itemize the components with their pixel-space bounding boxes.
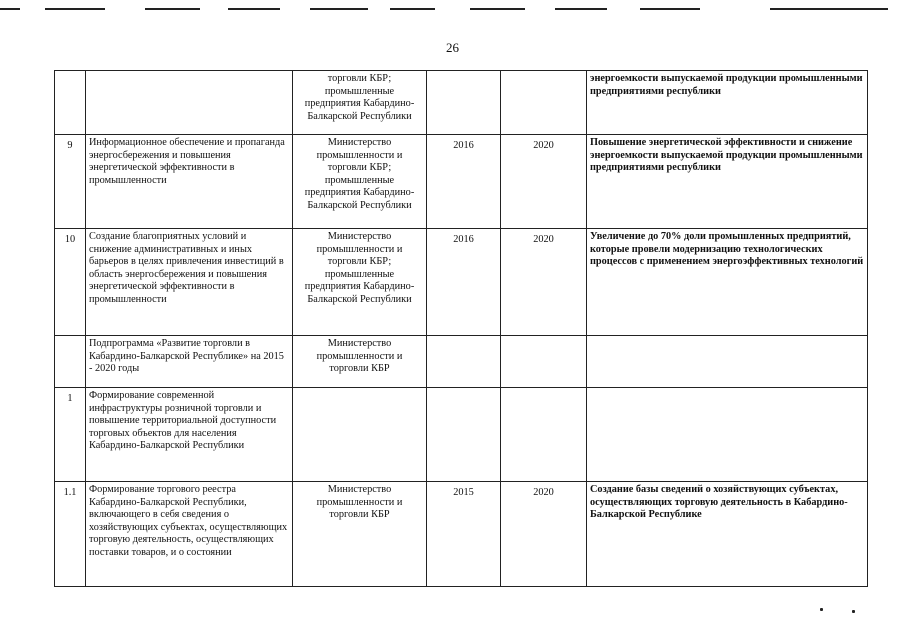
cell-activity: Создание благоприятных условий и снижение административных и иных барьеров в целях привлечения инвестиций в область энергосбережения и повышения энергетической эффективности в промышленности: [86, 229, 293, 336]
scan-line: [390, 8, 435, 10]
cell-result: энергоемкости выпускаемой продукции промышленными предприятиями республики: [587, 71, 868, 135]
scan-line: [555, 8, 607, 10]
cell-number: [55, 336, 86, 388]
table-row: [55, 135, 868, 229]
scan-line: [45, 8, 105, 10]
cell-start-year: 2016: [427, 229, 501, 336]
scan-line: [770, 8, 888, 10]
cell-number: [55, 71, 86, 135]
cell-start-year: 2016: [427, 135, 501, 229]
cell-start-year: [427, 388, 501, 482]
cell-executor: [293, 388, 427, 482]
cell-activity: [86, 71, 293, 135]
cell-result: Повышение энергетической эффективности и снижение энергоемкости выпускаемой продукции промышленными предприятиями республики: [587, 135, 868, 229]
table-row: [55, 482, 868, 587]
cell-end-year: [501, 336, 587, 388]
scan-line: [228, 8, 280, 10]
cell-activity: Информационное обеспечение и пропаганда энергосбережения и повышения энергетической эффективности в промышленности: [86, 135, 293, 229]
cell-executor: Министерство промышленности и торговли КБР: [293, 336, 427, 388]
cell-end-year: 2020: [501, 482, 587, 587]
cell-activity: Формирование торгового реестра Кабардино-Балкарской Республики, включающего в себя сведения о хозяйствующих субъектах, осуществляющих торговую деятельность, осуществляющих поставки товаров, и о состоянии: [86, 482, 293, 587]
cell-executor: Министерство промышленности и торговли КБР: [293, 482, 427, 587]
cell-result: Создание базы сведений о хозяйствующих субъектах, осуществляющих торговую деятельность в Кабардино-Балкарской Республике: [587, 482, 868, 587]
scan-dot: [852, 610, 855, 613]
scan-line: [0, 8, 20, 10]
scan-line: [470, 8, 525, 10]
cell-result: [587, 388, 868, 482]
table-row: [55, 229, 868, 336]
page-number: 26: [446, 40, 459, 55]
cell-end-year: 2020: [501, 229, 587, 336]
cell-start-year: [427, 336, 501, 388]
scan-dot: [820, 608, 823, 611]
cell-number: 9: [55, 135, 86, 229]
cell-executor: Министерство промышленности и торговли КБР; промышленные предприятия Кабардино-Балкарской Республики: [293, 135, 427, 229]
scan-line: [145, 8, 200, 10]
cell-end-year: [501, 71, 587, 135]
cell-number: 1: [55, 388, 86, 482]
table-row: [55, 388, 868, 482]
scan-line: [310, 8, 368, 10]
scan-line: [640, 8, 700, 10]
table-row: [55, 71, 868, 135]
cell-result: [587, 336, 868, 388]
table-row: [55, 336, 868, 388]
cell-executor: Министерство промышленности и торговли КБР; промышленные предприятия Кабардино-Балкарской Республики: [293, 229, 427, 336]
measures-table: [54, 70, 868, 587]
cell-end-year: 2020: [501, 135, 587, 229]
cell-result: Увеличение до 70% доли промышленных предприятий, которые провели модернизацию технологических процессов с применением энергоэффективных технологий: [587, 229, 868, 336]
cell-executor: торговли КБР; промышленные предприятия Кабардино-Балкарской Республики: [293, 71, 427, 135]
cell-activity: Подпрограмма «Развитие торговли в Кабардино-Балкарской Республике» на 2015 - 2020 годы: [86, 336, 293, 388]
cell-activity: Формирование современной инфраструктуры розничной торговли и повышение территориальной доступности торговых объектов для населения Кабардино-Балкарской Республики: [86, 388, 293, 482]
cell-start-year: [427, 71, 501, 135]
cell-number: 1.1: [55, 482, 86, 587]
cell-end-year: [501, 388, 587, 482]
cell-start-year: 2015: [427, 482, 501, 587]
cell-number: 10: [55, 229, 86, 336]
